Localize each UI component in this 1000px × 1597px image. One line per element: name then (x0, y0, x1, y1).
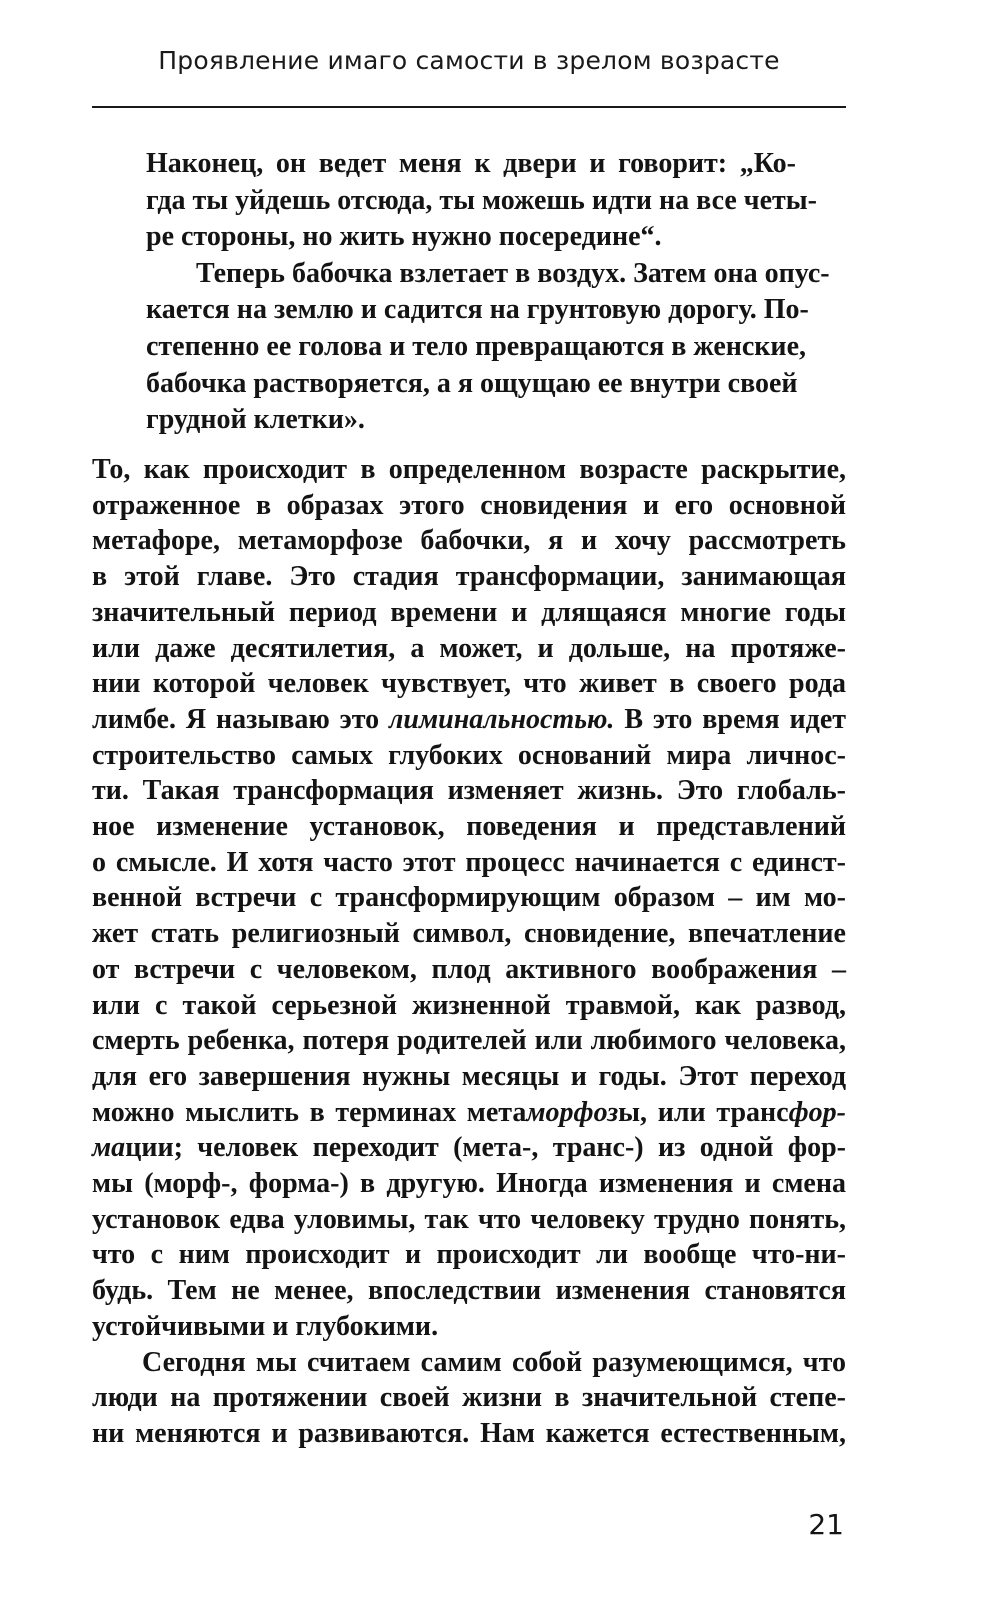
emphasis-morph: морфоз (526, 1096, 619, 1128)
text-line-with-emphasis (92, 1130, 846, 1166)
text-line-with-emphasis (92, 702, 846, 738)
text-line: жет стать религиозный символ, сновидение, впечатление (92, 918, 846, 950)
text-line: ти. Такая трансформация изменяет жизнь. Это глобаль- (92, 775, 846, 807)
text-line: грудной клетки». (146, 404, 365, 436)
text-line: венной встречи с трансформирующим образом – им мо- (92, 882, 846, 914)
text-run: ы, или транс (618, 1096, 789, 1128)
header-rule (92, 106, 846, 108)
text-line: люди на протяжении своей жизни в значительной степе- (92, 1382, 846, 1414)
text-line: Теперь бабочка взлетает в воздух. Затем она опус- (196, 257, 830, 289)
text-line: ное изменение установок, поведения и представлений (92, 811, 846, 843)
text-run: ции; человек переходит (мета-, транс-) из одной фор- (125, 1132, 846, 1164)
text-line: гда ты уйдешь отсюда, ты можешь идти на все четы- (146, 184, 817, 216)
text-line: Сегодня мы считаем самим собой разумеющимся, что (142, 1346, 846, 1378)
text-line: от встречи с человеком, плод активного воображения – (92, 953, 846, 985)
text-line: или даже десятилетия, а может, и дольше, на протяже- (92, 632, 846, 664)
dream-quote-block (146, 146, 830, 439)
text-line: строительство самых глубоких оснований мира личнос- (92, 739, 846, 771)
text-line: степенно ее голова и тело превращаются в женские, (146, 330, 806, 362)
running-header: Проявление имаго самости в зрелом возрасте (158, 46, 780, 75)
text-line: кается на землю и садится на грунтовую дорогу. По- (146, 294, 809, 326)
text-line: о смысле. И хотя часто этот процесс начинается с единст- (92, 846, 846, 878)
text-line: метафоре, метаморфозе бабочки, я и хочу рассмотреть (92, 525, 846, 557)
text-run: лимбе. Я называю это (92, 703, 390, 735)
text-line: ни меняются и развиваются. Нам кажется естественным, (92, 1417, 846, 1449)
text-line: устойчивыми и глубокими. (92, 1310, 439, 1342)
text-line: или с такой серьезной жизненной травмой, как развод, (92, 989, 846, 1021)
text-line: что с ним происходит и происходит ли вообще что-ни- (92, 1239, 846, 1271)
page-number: 21 (808, 1508, 844, 1541)
text-line: для его завершения нужны месяцы и годы. Этот переход (92, 1060, 846, 1092)
text-line: значительный период времени и длящаяся многие годы (92, 596, 846, 628)
text-line: То, как происходит в определенном возрасте раскрытие, (92, 454, 846, 485)
main-text-block (92, 452, 846, 1452)
text-line: в этой главе. Это стадия трансформации, занимающая (92, 561, 846, 593)
text-line-with-emphasis (92, 1095, 846, 1131)
text-line: бабочка растворяется, а я ощущаю ее внутри своей (146, 367, 798, 399)
text-line: установок едва уловимы, так что человеку трудно понять, (92, 1203, 846, 1235)
text-run: можно мыслить в терминах мета (92, 1096, 527, 1128)
text-line: отраженное в образах этого сновидения и его основной (92, 489, 846, 521)
emphasis-form: фор- (788, 1096, 846, 1128)
text-line: смерть ребенка, потеря родителей или любимого человека, (92, 1025, 846, 1057)
emphasis-liminality: лиминальностью. (389, 703, 615, 735)
text-run: В это время идет (614, 703, 846, 735)
text-line: будь. Тем не менее, впоследствии изменения становятся (92, 1275, 846, 1307)
text-line: нии которой человек чувствует, что живет в своего рода (92, 668, 846, 700)
text-line: Наконец, он ведет меня к двери и говорит: „Ко- (146, 148, 796, 179)
text-line: мы (морф-, форма-) в другую. Иногда изменения и смена (92, 1168, 846, 1200)
text-line: ре стороны, но жить нужно посередине“. (146, 221, 662, 253)
emphasis-ma: ма (92, 1132, 126, 1164)
